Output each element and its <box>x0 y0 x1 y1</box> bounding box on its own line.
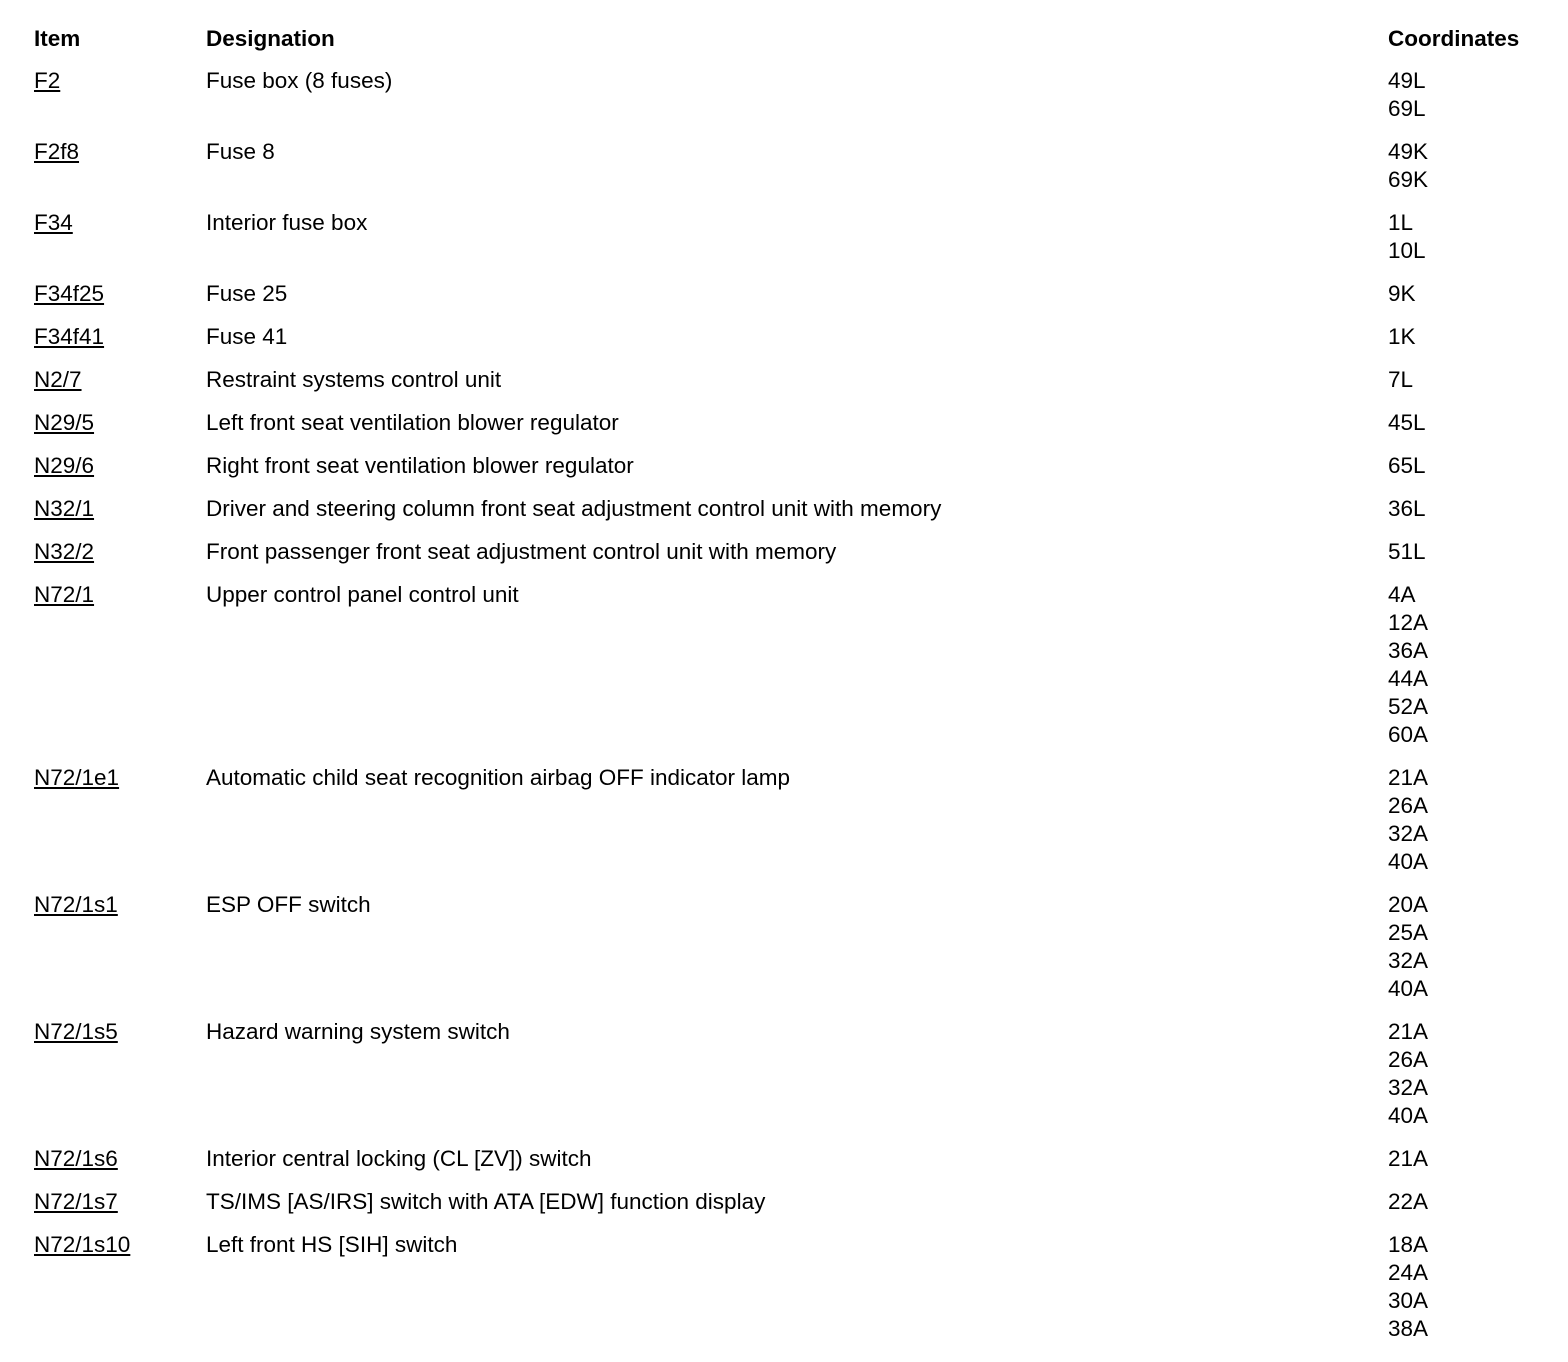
coordinate-value: 32A <box>1388 1075 1429 1100</box>
coordinate-value: 49L <box>1388 68 1426 93</box>
designation-text: Driver and steering column front seat adjustment control unit with memory <box>206 496 942 521</box>
designation-text: Front passenger front seat adjustment control unit with memory <box>206 539 837 564</box>
table-row <box>0 209 1568 265</box>
table-row <box>0 366 1568 394</box>
coordinates-list <box>1388 1231 1568 1343</box>
table-row <box>0 67 1568 123</box>
item-link[interactable]: F34f41 <box>34 324 105 349</box>
table-row <box>0 1145 1568 1173</box>
designation-text: Hazard warning system switch <box>206 1019 510 1044</box>
coordinate-value: 30A <box>1388 1288 1429 1313</box>
designation-text: Upper control panel control unit <box>206 582 519 607</box>
item-link[interactable]: N29/6 <box>34 453 95 478</box>
item-link[interactable]: N72/1s6 <box>34 1146 118 1171</box>
item-link[interactable]: N72/1s10 <box>34 1232 131 1257</box>
designation-text: Interior central locking (CL [ZV]) switch <box>206 1146 592 1171</box>
coordinate-value: 10L <box>1388 238 1426 263</box>
coordinate-value: 40A <box>1388 1103 1429 1128</box>
coordinates-list <box>1388 764 1568 876</box>
table-row <box>0 581 1568 749</box>
coordinates-column-header: Coordinates <box>1388 26 1520 51</box>
coordinate-value: 32A <box>1388 948 1429 973</box>
coordinates-list <box>1388 209 1568 265</box>
designation-text: Fuse 8 <box>206 139 275 164</box>
coordinate-value: 52A <box>1388 694 1429 719</box>
item-link[interactable]: N72/1s1 <box>34 892 118 917</box>
designation-text: Restraint systems control unit <box>206 367 502 392</box>
item-link[interactable]: F2f8 <box>34 139 80 164</box>
item-link[interactable]: N72/1s7 <box>34 1189 118 1214</box>
designation-text: Right front seat ventilation blower regulator <box>206 453 634 478</box>
designation-text: Left front HS [SIH] switch <box>206 1232 458 1257</box>
coordinate-value: 20A <box>1388 892 1429 917</box>
coordinate-value: 21A <box>1388 1146 1429 1171</box>
coordinates-list <box>1388 138 1568 194</box>
coordinate-value: 51L <box>1388 539 1426 564</box>
coordinates-list <box>1388 280 1568 308</box>
coordinate-value: 40A <box>1388 976 1429 1001</box>
coordinates-list <box>1388 323 1568 351</box>
coordinate-value: 65L <box>1388 453 1426 478</box>
item-link[interactable]: F34 <box>34 210 73 235</box>
item-link[interactable]: N72/1e1 <box>34 765 120 790</box>
designation-text: ESP OFF switch <box>206 892 371 917</box>
table-row <box>0 891 1568 1003</box>
coordinate-value: 38A <box>1388 1316 1429 1341</box>
table-row <box>0 323 1568 351</box>
coordinate-value: 36L <box>1388 496 1426 521</box>
item-column-header: Item <box>34 26 81 51</box>
item-link[interactable]: N32/2 <box>34 539 95 564</box>
coordinate-value: 1L <box>1388 210 1414 235</box>
table-row <box>0 409 1568 437</box>
coordinate-value: 26A <box>1388 1047 1429 1072</box>
designation-text: Fuse 41 <box>206 324 288 349</box>
coordinates-list <box>1388 366 1568 394</box>
component-table <box>0 67 1568 1358</box>
coordinate-value: 49K <box>1388 139 1429 164</box>
coordinate-value: 12A <box>1388 610 1429 635</box>
table-row <box>0 538 1568 566</box>
coordinate-value: 69K <box>1388 167 1429 192</box>
coordinate-value: 1K <box>1388 324 1416 349</box>
coordinate-value: 18A <box>1388 1232 1429 1257</box>
table-row <box>0 764 1568 876</box>
designation-text: Left front seat ventilation blower regulator <box>206 410 619 435</box>
coordinates-list <box>1388 1188 1568 1216</box>
table-header <box>0 25 1568 53</box>
designation-text: Automatic child seat recognition airbag OFF indicator lamp <box>206 765 791 790</box>
item-link[interactable]: N29/5 <box>34 410 95 435</box>
table-row <box>0 280 1568 308</box>
table-row <box>0 452 1568 480</box>
item-link[interactable]: N72/1 <box>34 582 95 607</box>
coordinate-value: 45L <box>1388 410 1426 435</box>
table-row <box>0 1188 1568 1216</box>
coordinates-list <box>1388 1018 1568 1130</box>
coordinates-list <box>1388 67 1568 123</box>
coordinates-list <box>1388 409 1568 437</box>
coordinate-value: 21A <box>1388 1019 1429 1044</box>
designation-text: Fuse 25 <box>206 281 288 306</box>
coordinate-value: 21A <box>1388 765 1429 790</box>
item-link[interactable]: F2 <box>34 68 61 93</box>
table-row <box>0 138 1568 194</box>
designation-text: Fuse box (8 fuses) <box>206 68 393 93</box>
coordinate-value: 9K <box>1388 281 1416 306</box>
item-link[interactable]: F34f25 <box>34 281 105 306</box>
coordinate-value: 4A <box>1388 582 1416 607</box>
table-row <box>0 495 1568 523</box>
coordinate-value: 22A <box>1388 1189 1429 1214</box>
coordinates-list <box>1388 891 1568 1003</box>
designation-text: Interior fuse box <box>206 210 368 235</box>
coordinate-value: 40A <box>1388 849 1429 874</box>
coordinate-value: 69L <box>1388 96 1426 121</box>
coordinate-value: 25A <box>1388 920 1429 945</box>
designation-column-header: Designation <box>206 26 335 51</box>
coordinate-value: 26A <box>1388 793 1429 818</box>
coordinate-value: 7L <box>1388 367 1414 392</box>
coordinate-value: 60A <box>1388 722 1429 747</box>
table-row <box>0 1231 1568 1343</box>
coordinate-value: 44A <box>1388 666 1429 691</box>
coordinate-value: 24A <box>1388 1260 1429 1285</box>
coordinates-list <box>1388 538 1568 566</box>
coordinates-list <box>1388 581 1568 749</box>
coordinates-list <box>1388 495 1568 523</box>
item-link[interactable]: N2/7 <box>34 367 82 392</box>
coordinates-list <box>1388 1145 1568 1173</box>
item-link[interactable]: N32/1 <box>34 496 95 521</box>
item-link[interactable]: N72/1s5 <box>34 1019 118 1044</box>
coordinate-value: 32A <box>1388 821 1429 846</box>
coordinate-value: 36A <box>1388 638 1429 663</box>
coordinates-list <box>1388 452 1568 480</box>
table-row <box>0 1018 1568 1130</box>
designation-text: TS/IMS [AS/IRS] switch with ATA [EDW] function display <box>206 1189 766 1214</box>
